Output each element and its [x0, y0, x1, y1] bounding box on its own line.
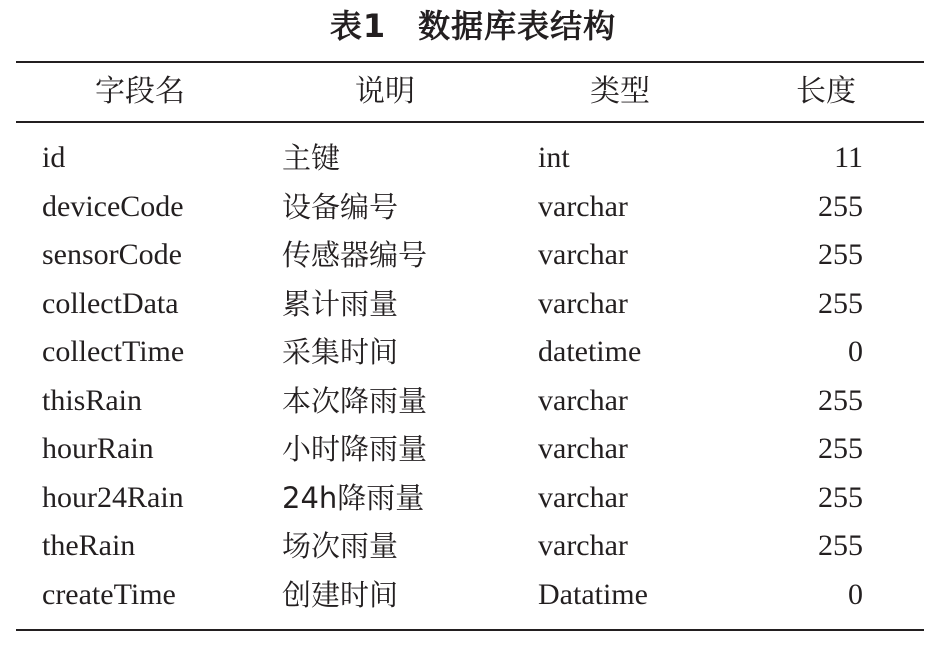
field-name-cell: deviceCode [42, 189, 184, 223]
table-caption-number: 表1 [329, 7, 387, 45]
field-length-cell: 255 [818, 480, 863, 514]
field-name-cell: id [42, 141, 66, 174]
field-length-cell: 255 [818, 529, 863, 562]
table-row [0, 280, 946, 329]
field-description-cell: 设备编号 [282, 189, 399, 224]
field-name-cell: sensorCode [42, 238, 182, 271]
table-header-row [0, 66, 946, 118]
bottom-rule [16, 629, 924, 631]
column-header-name: 字段名 [95, 74, 185, 109]
table-row [0, 571, 946, 620]
field-type-cell: varchar [538, 529, 628, 562]
field-length-cell: 255 [818, 238, 863, 271]
field-type-cell: varchar [538, 432, 628, 465]
table-row [0, 377, 946, 426]
field-length-cell: 0 [848, 335, 863, 368]
table-row [0, 522, 946, 571]
field-name-cell: createTime [42, 577, 176, 611]
field-description-cell: 创建时间 [282, 577, 399, 612]
field-type-cell: datetime [538, 335, 642, 368]
field-name-cell: hour24Rain [42, 480, 184, 514]
field-description-cell: 累计雨量 [282, 286, 399, 321]
field-type-cell: Datatime [538, 577, 648, 611]
field-description-cell: 传感器编号 [282, 238, 428, 272]
field-type-cell: varchar [538, 286, 628, 320]
table-row [0, 183, 946, 232]
field-name-cell: collectTime [42, 335, 185, 368]
column-header-length: 长度 [796, 74, 856, 109]
table-row [0, 134, 946, 183]
field-description-cell: 本次降雨量 [282, 383, 428, 418]
top-rule [16, 61, 924, 63]
field-name-cell: theRain [42, 529, 136, 562]
field-description-cell: 小时降雨量 [282, 432, 428, 466]
table-row [0, 231, 946, 280]
table-caption [0, 2, 946, 50]
field-type-cell: varchar [538, 189, 628, 223]
field-description-cell: 采集时间 [282, 335, 399, 369]
field-length-cell: 0 [848, 577, 863, 611]
table-row [0, 425, 946, 474]
field-type-cell: varchar [538, 238, 628, 271]
table-body [0, 134, 946, 619]
column-header-type: 类型 [590, 74, 650, 109]
field-description-cell: 场次雨量 [282, 529, 399, 563]
field-type-cell: varchar [538, 480, 628, 514]
table-row [0, 328, 946, 377]
field-length-cell: 11 [834, 141, 863, 174]
field-name-cell: hourRain [42, 432, 154, 465]
field-length-cell: 255 [818, 286, 863, 320]
field-description-cell: 24h降雨量 [282, 480, 425, 515]
field-type-cell: varchar [538, 383, 628, 417]
field-length-cell: 255 [818, 432, 863, 465]
field-length-cell: 255 [818, 189, 863, 223]
field-name-cell: thisRain [42, 383, 143, 417]
table-row [0, 474, 946, 523]
column-header-description: 说明 [355, 74, 415, 109]
field-length-cell: 255 [818, 383, 863, 417]
field-name-cell: collectData [42, 286, 179, 320]
header-rule [16, 121, 924, 123]
field-type-cell: int [538, 141, 570, 174]
table-caption-title: 数据库表结构 [418, 7, 617, 45]
field-description-cell: 主键 [282, 141, 341, 175]
